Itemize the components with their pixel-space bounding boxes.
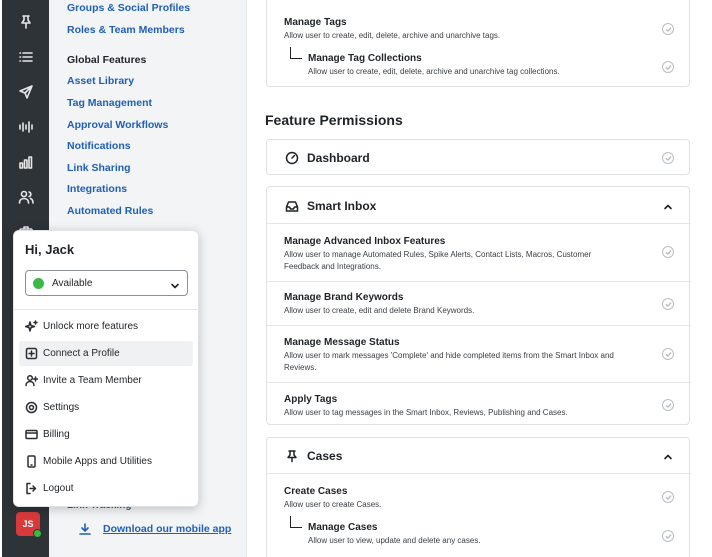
cases-card: [266, 437, 690, 557]
menu-item-label: Billing: [43, 429, 70, 440]
menu-item-label: Mobile Apps and Utilities: [43, 456, 152, 467]
nav-link-tag-management[interactable]: Tag Management: [67, 97, 152, 109]
logout-icon: [25, 482, 38, 495]
permission-description: Allow user to create Cases.: [284, 500, 382, 509]
permission-description: Allow user to tag messages in the Smart Inbox, Reviews, Publishing and Cases.: [284, 408, 568, 417]
menu-item-label: Settings: [43, 402, 80, 413]
avatar-initials: JS: [22, 519, 34, 529]
permission-title: Manage Brand Keywords: [284, 292, 404, 303]
pin-icon[interactable]: [14, 10, 38, 34]
menu-item-connect-profile[interactable]: [19, 341, 193, 366]
nav-link-approval-workflows[interactable]: Approval Workflows: [67, 119, 169, 131]
permission-title: Manage Advanced Inbox Features: [284, 236, 446, 247]
credit-card-icon: [25, 428, 38, 441]
pin-icon: [285, 449, 299, 463]
permission-check-icon[interactable]: [662, 530, 674, 542]
nav-link-groups-social-profiles[interactable]: Groups & Social Profiles: [67, 2, 191, 14]
permission-check-icon[interactable]: [662, 298, 674, 310]
plus-square-icon: [25, 347, 38, 360]
nav-heading-global-features: Global Features: [67, 54, 147, 66]
permission-title: Manage Message Status: [284, 337, 400, 348]
chevron-up-icon[interactable]: [662, 200, 674, 212]
permission-description-line2: Reviews.: [284, 363, 317, 372]
menu-item-billing[interactable]: [19, 422, 193, 447]
permission-description: Allow user to manage Automated Rules, Spike Alerts, Contact Lists, Macros, Customer: [284, 250, 592, 259]
permission-check-icon[interactable]: [662, 61, 674, 73]
permission-description: Allow user to create, edit and delete Brand Keywords.: [284, 306, 475, 315]
download-mobile-app[interactable]: [79, 523, 231, 535]
menu-item-label: Logout: [43, 483, 74, 494]
sparkle-icon: [25, 320, 38, 333]
send-icon[interactable]: [14, 80, 38, 104]
list-icon[interactable]: [14, 45, 38, 69]
permission-row: [267, 281, 691, 325]
permission-title: Manage Tag Collections: [308, 53, 422, 64]
menu-item-unlock-features[interactable]: [19, 314, 193, 339]
download-mobile-app-link[interactable]: Download our mobile app: [103, 523, 232, 535]
bar-chart-icon[interactable]: [14, 150, 38, 174]
nav-link-link-sharing[interactable]: Link Sharing: [67, 162, 131, 174]
nav-link-automated-rules[interactable]: Automated Rules: [67, 205, 154, 217]
permission-row: [267, 473, 691, 557]
gauge-icon: [285, 151, 299, 165]
mobile-icon: [25, 455, 38, 468]
nav-link-notifications[interactable]: Notifications: [67, 140, 131, 152]
permission-row: [267, 223, 691, 281]
permission-title: Apply Tags: [284, 394, 338, 405]
permission-check-icon[interactable]: [662, 152, 674, 164]
permission-title: Create Cases: [284, 486, 348, 497]
nav-link-asset-library[interactable]: Asset Library: [67, 75, 135, 87]
permission-description: Allow user to create, edit, delete, archive and unarchive tag collections.: [308, 67, 560, 76]
tag-permissions-card: [266, 0, 690, 87]
permission-check-icon[interactable]: [662, 348, 674, 360]
menu-item-label: Invite a Team Member: [43, 375, 142, 386]
nav-link-roles-team-members[interactable]: Roles & Team Members: [67, 24, 185, 36]
nav-link-integrations[interactable]: Integrations: [67, 183, 128, 195]
permission-title: Manage Cases: [308, 522, 378, 533]
chevron-down-icon: [170, 278, 180, 288]
cases-title: Cases: [307, 449, 343, 463]
menu-item-logout[interactable]: [19, 476, 193, 501]
menu-item-mobile-apps[interactable]: [19, 449, 193, 474]
dashboard-card[interactable]: [266, 139, 690, 175]
main-content: [247, 0, 712, 557]
permission-check-icon[interactable]: [662, 246, 674, 258]
status-indicator: [33, 278, 44, 289]
permission-row: [267, 382, 691, 426]
download-icon: [79, 523, 91, 535]
people-icon[interactable]: [14, 185, 38, 209]
add-user-icon: [25, 374, 38, 387]
menu-item-label: Unlock more features: [43, 321, 139, 332]
menu-item-invite-team-member[interactable]: [19, 368, 193, 393]
permission-description: Allow user to create, edit, delete, archive and unarchive tags.: [284, 31, 501, 40]
inbox-icon: [285, 199, 299, 213]
permission-title: Manage Tags: [284, 17, 347, 28]
menu-divider: [14, 309, 200, 310]
permission-row: [267, 325, 691, 382]
feature-permissions-heading: Feature Permissions: [265, 112, 403, 128]
sub-permission-branch: [290, 47, 302, 59]
online-status-dot: [33, 529, 42, 538]
permission-check-icon[interactable]: [662, 23, 674, 35]
permission-check-icon[interactable]: [662, 491, 674, 503]
menu-item-settings[interactable]: [19, 395, 193, 420]
permission-description: Allow user to mark messages 'Complete' and hide completed items from the Smart Inbox and: [284, 351, 614, 360]
availability-select[interactable]: [25, 270, 188, 296]
gear-icon: [25, 401, 38, 414]
chevron-up-icon[interactable]: [662, 450, 674, 462]
permission-check-icon[interactable]: [662, 399, 674, 411]
permission-row-manage-tags: [267, 0, 691, 88]
dashboard-title: Dashboard: [307, 151, 370, 165]
smart-inbox-card: [266, 186, 690, 425]
menu-item-label: Connect a Profile: [43, 348, 120, 359]
sub-permission-branch: [290, 516, 302, 528]
smart-inbox-title: Smart Inbox: [307, 199, 377, 213]
user-greeting: Hi, Jack: [25, 242, 75, 257]
waveform-icon[interactable]: [14, 115, 38, 139]
permission-description: Allow user to view, update and delete any cases.: [308, 536, 481, 545]
user-menu-popup: [13, 230, 199, 507]
permission-description-line2: Feedback and Integrations.: [284, 262, 381, 271]
status-label: Available: [52, 278, 93, 289]
